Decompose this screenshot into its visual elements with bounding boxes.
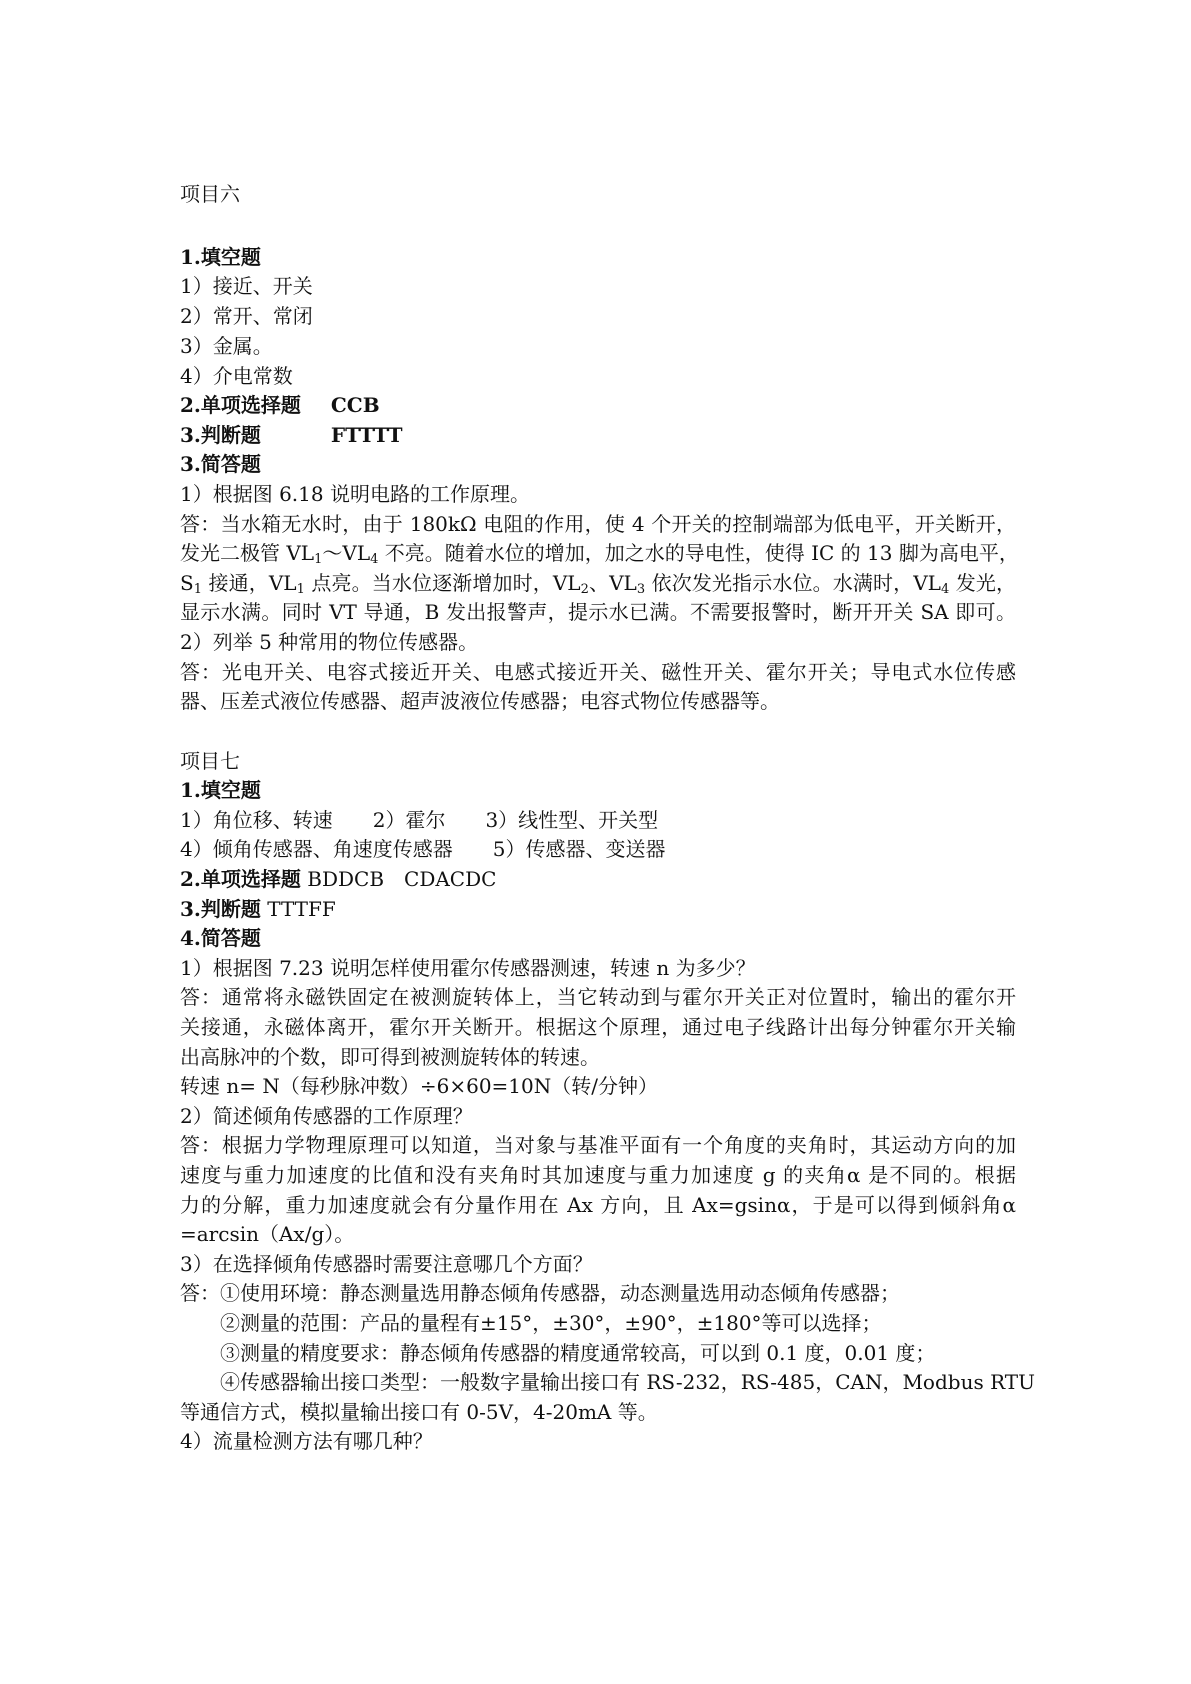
answer-text: =arcsin（Ax/g）。 (180, 1222, 355, 1246)
answer-text: 器、压差式液位传感器、超声波液位传感器；电容式物位传感器等。 (180, 689, 780, 713)
question-text: 2）简述倾角传感器的工作原理？ (180, 1104, 473, 1128)
answer-line: 2）常开、常闭 (180, 304, 313, 328)
question-text: 2）列举 5 种常用的物位传感器。 (180, 630, 479, 654)
answer-line: 3）金属。 (180, 334, 273, 358)
answer-text: 答：光电开关、电容式接近开关、电感式接近开关、磁性开关、霍尔开关；导电式水位传感 (180, 660, 1016, 684)
answer-line: 1）角位移、转速 2）霍尔 3）线性型、开关型 (180, 808, 659, 832)
answer-text: 等通信方式，模拟量输出接口有 0-5V，4-20mA 等。 (180, 1400, 658, 1424)
question-heading: 2.单项选择题 BDDCB CDACDC (180, 867, 497, 891)
answer-key: CCB (330, 393, 380, 417)
question-heading: 3.简答题 (180, 452, 261, 476)
answer-text: 出高脉冲的个数，即可得到被测旋转体的转速。 (180, 1045, 600, 1069)
answer-text: $S_1$ 接通，$VL_1$ 点亮。当水位逐渐增加时，$VL_2$、$VL_3$ 依次发光指示水位。水满时，$VL_4$ 发光， (180, 571, 1016, 597)
answer-key: FTTTT (330, 423, 403, 447)
answer-text: 答：①使用环境：静态测量选用静态倾角传感器，动态测量选用动态倾角传感器； (180, 1281, 900, 1305)
question-heading: 2.单项选择题 CCB (180, 393, 380, 417)
answer-line: 4）倾角传感器、角速度传感器 5）传感器、变送器 (180, 837, 666, 861)
answer-key: TTTFF (260, 897, 336, 921)
question-text: 1）根据图 6.18 说明电路的工作原理。 (180, 482, 530, 506)
answer-text: 发光二极管 $VL_1\sim VL_4$ 不亮。随着水位的增加，加之水的导电性，使得 IC 的 13 脚为高电平， (180, 541, 1019, 567)
question-heading: 4.简答题 (180, 926, 261, 950)
section-title: 项目六 (180, 182, 240, 206)
question-heading: 1.填空题 (180, 778, 261, 802)
answer-text: 显示水满。同时 VT 导通，B 发出报警声，提示水已满。不需要报警时，断开开关 SA 即可。 (180, 600, 1016, 624)
question-heading: 3.判断题 FTTTT (180, 423, 403, 447)
answer-key: BDDCB CDACDC (300, 867, 497, 891)
answer-text: 速度与重力加速度的比值和没有夹角时其加速度与重力加速度 g 的夹角α 是不同的。根据 (180, 1163, 1016, 1187)
question-text: 1）根据图 7.23 说明怎样使用霍尔传感器测速，转速 n 为多少？ (180, 956, 756, 980)
answer-line: 4）介电常数 (180, 364, 293, 388)
question-text: 4）流量检测方法有哪几种？ (180, 1429, 433, 1453)
answer-text: 答：当水箱无水时，由于 180kΩ 电阻的作用，使 4 个开关的控制端部为低电平，开关断开， (180, 512, 1016, 536)
answer-text: 转速 n= N（每秒脉冲数）÷6×60=10N（转/分钟） (180, 1074, 658, 1098)
answer-text: ②测量的范围：产品的量程有±15°，±30°，±90°，±180°等可以选择； (220, 1311, 882, 1335)
answer-text: 答：通常将永磁铁固定在被测旋转体上，当它转动到与霍尔开关正对位置时，输出的霍尔开 (180, 985, 1016, 1009)
answer-text: ③测量的精度要求：静态倾角传感器的精度通常较高，可以到 0.1 度，0.01 度； (220, 1341, 936, 1365)
question-text: 3）在选择倾角传感器时需要注意哪几个方面？ (180, 1252, 593, 1276)
answer-text: 力的分解，重力加速度就会有分量作用在 Ax 方向，且 Ax=gsinα，于是可以得到倾斜角α (180, 1193, 1016, 1217)
question-heading: 1.填空题 (180, 245, 261, 269)
section-title: 项目七 (180, 749, 240, 773)
answer-text: 关接通，永磁体离开，霍尔开关断开。根据这个原理，通过电子线路计出每分钟霍尔开关输 (180, 1015, 1016, 1039)
question-heading: 3.判断题 TTTFF (180, 897, 336, 921)
answer-text: 答：根据力学物理原理可以知道，当对象与基准平面有一个角度的夹角时，其运动方向的加 (180, 1133, 1016, 1157)
answer-text: ④传感器输出接口类型：一般数字量输出接口有 RS-232，RS-485，CAN，Modbus RTU (220, 1370, 1035, 1394)
answer-line: 1）接近、开关 (180, 274, 313, 298)
